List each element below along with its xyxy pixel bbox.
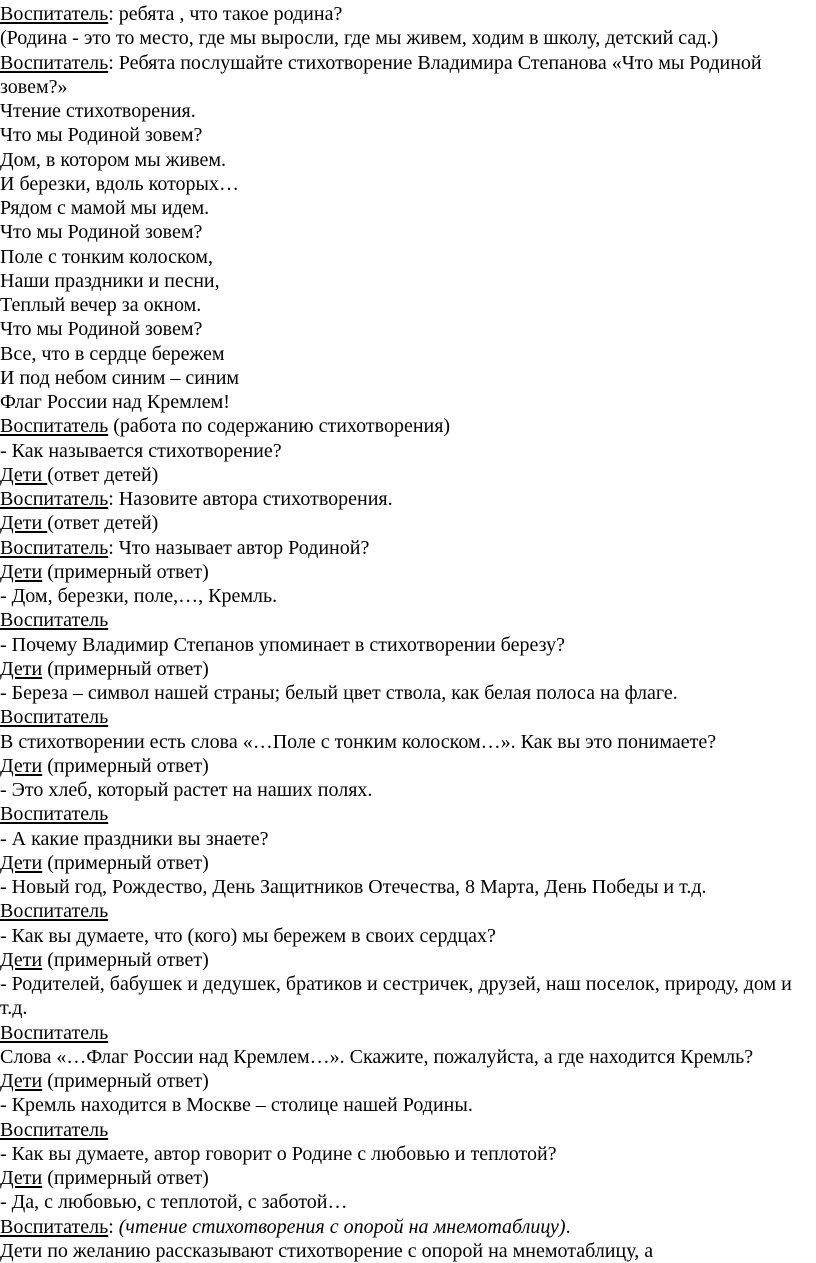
- speaker-label: Дети: [0, 463, 48, 486]
- text-line: [0, 972, 816, 1021]
- dialogue-line: [0, 657, 816, 681]
- line-text: : Что называет автор Родиной?: [108, 536, 370, 559]
- text-line: [0, 196, 816, 220]
- dialogue-line: [0, 802, 816, 826]
- dialogue-line: [0, 51, 816, 100]
- line-text: (примерный ответ): [42, 851, 209, 874]
- line-text: - Это хлеб, который растет на наших полях.: [0, 779, 373, 801]
- line-text: Дом, в котором мы живем.: [0, 148, 227, 171]
- text-line: [0, 220, 816, 244]
- line-text: (примерный ответ): [42, 1167, 209, 1189]
- line-text: : ребята , что такое родина?: [108, 3, 343, 25]
- text-line: [0, 293, 816, 317]
- text-line: [0, 681, 816, 705]
- text-line: [0, 26, 816, 50]
- dialogue-line: [0, 487, 816, 511]
- text-line: [0, 342, 816, 366]
- dialogue-line: [0, 1069, 816, 1093]
- text-line: [0, 778, 816, 802]
- text-line: [0, 1045, 816, 1069]
- dialogue-line: [0, 705, 816, 729]
- speaker-label: Воспитатель: [0, 609, 109, 632]
- text-line: [0, 1239, 816, 1263]
- dialogue-line: [0, 899, 816, 923]
- speaker-label: Воспитатель: [0, 488, 109, 510]
- line-text: - Кремль находится в Москве – столице нашей Родины.: [0, 1094, 473, 1117]
- speaker-label: Воспитатель: [0, 1021, 109, 1044]
- line-text: И березки, вдоль которых…: [0, 172, 239, 195]
- speaker-label: Воспитатель: [0, 1118, 109, 1141]
- line-text: Что мы Родиной зовем?: [0, 221, 203, 244]
- line-text: Поле с тонким колоском,: [0, 245, 213, 268]
- line-text: Все, что в сердце бережем: [0, 342, 225, 365]
- speaker-label: Воспитатель: [0, 536, 109, 559]
- speaker-label: Воспитатель: [0, 1215, 109, 1238]
- line-text: Теплый вечер за окном.: [0, 294, 202, 316]
- text-line: [0, 439, 816, 463]
- dialogue-line: [0, 463, 816, 487]
- speaker-label: Дети: [0, 1070, 43, 1092]
- line-text: - Дом, березки, поле,…, Кремль.: [0, 585, 278, 607]
- speaker-label: Дети: [0, 851, 43, 874]
- speaker-label: Воспитатель: [0, 900, 109, 923]
- dialogue-line: [0, 754, 816, 778]
- line-text: - Береза – символ нашей страны; белый цвет ствола, как белая полоса на флаге.: [0, 682, 678, 704]
- line-text: Флаг России над Кремлем!: [0, 391, 230, 413]
- speaker-label: Воспитатель: [0, 51, 109, 74]
- line-text: - Новый год, Рождество, День Защитников Отечества, 8 Марта, День Победы и т.д.: [0, 876, 707, 898]
- line-text: (ответ детей): [47, 512, 159, 535]
- line-text: - Как называется стихотворение?: [0, 439, 282, 462]
- line-text: - Как вы думаете, что (кого) мы бережем в своих сердцах?: [0, 924, 496, 947]
- line-text: Дети по желанию рассказывают стихотворение с опорой на мнемотаблицу, а: [0, 1239, 654, 1262]
- text-line: [0, 875, 816, 899]
- line-text: :: [108, 1215, 119, 1238]
- line-text: (ответ детей): [47, 463, 159, 486]
- dialogue-line: [0, 1021, 816, 1045]
- text-line: [0, 1093, 816, 1117]
- line-text: Слова «…Флаг России над Кремлем…». Скажите, пожалуйста, а где находится Кремль?: [0, 1045, 754, 1068]
- text-line: [0, 317, 816, 341]
- line-text: Рядом с мамой мы идем.: [0, 197, 210, 219]
- dialogue-line: [0, 511, 816, 535]
- line-text: (примерный ответ): [42, 657, 209, 680]
- dialogue-line: [0, 1215, 816, 1239]
- text-line: [0, 584, 816, 608]
- text-line: [0, 99, 816, 123]
- text-line: [0, 172, 816, 196]
- line-text: Что мы Родиной зовем?: [0, 318, 203, 341]
- dialogue-line: [0, 414, 816, 438]
- text-line: [0, 366, 816, 390]
- line-text: И под небом синим – синим: [0, 366, 240, 389]
- line-text: - Да, с любовью, с теплотой, с заботой…: [0, 1191, 348, 1214]
- line-text: Что мы Родиной зовем?: [0, 124, 203, 147]
- text-line: [0, 1190, 816, 1214]
- line-text: - Как вы думаете, автор говорит о Родине с любовью и теплотой?: [0, 1142, 557, 1165]
- line-text: : Назовите автора стихотворения.: [108, 488, 393, 510]
- dialogue-line: [0, 560, 816, 584]
- line-text: (примерный ответ): [42, 560, 209, 583]
- speaker-label: Дети: [0, 512, 48, 535]
- dialogue-line: [0, 1118, 816, 1142]
- speaker-label: Воспитатель: [0, 3, 109, 25]
- speaker-label: Дети: [0, 754, 43, 777]
- line-text: (работа по содержанию стихотворения): [108, 415, 451, 438]
- line-text: - А какие праздники вы знаете?: [0, 827, 269, 850]
- line-text: - Почему Владимир Степанов упоминает в стихотворении березу?: [0, 633, 565, 656]
- dialogue-line: [0, 1166, 816, 1190]
- text-line: [0, 123, 816, 147]
- text-line: [0, 148, 816, 172]
- line-text: (примерный ответ): [42, 754, 209, 777]
- text-line: [0, 390, 816, 414]
- line-text: - Родителей, бабушек и дедушек, братиков и сестричек, друзей, наш поселок, природу, дом и т.д.: [0, 973, 792, 1020]
- line-text: Наши праздники и песни,: [0, 269, 220, 292]
- dialogue-line: [0, 536, 816, 560]
- speaker-label: Воспитатель: [0, 706, 109, 729]
- line-text: (примерный ответ): [42, 1070, 209, 1092]
- line-text: (Родина - это то место, где мы выросли, где мы живем, ходим в школу, детский сад.): [0, 27, 719, 50]
- line-tail: .: [565, 1215, 571, 1238]
- line-text: : Ребята послушайте стихотворение Владимира Степанова «Что мы Родиной зовем?»: [0, 51, 762, 98]
- text-line: [0, 924, 816, 948]
- speaker-label: Дети: [0, 1167, 43, 1189]
- text-line: [0, 633, 816, 657]
- text-line: [0, 269, 816, 293]
- text-line: [0, 1142, 816, 1166]
- speaker-label: Дети: [0, 657, 43, 680]
- speaker-label: Воспитатель: [0, 415, 109, 438]
- text-line: [0, 730, 816, 754]
- italic-note: (чтение стихотворения с опорой на мнемотаблицу): [118, 1215, 566, 1238]
- dialogue-line: [0, 851, 816, 875]
- dialogue-line: [0, 608, 816, 632]
- speaker-label: Дети: [0, 948, 43, 971]
- text-line: [0, 827, 816, 851]
- speaker-label: Дети: [0, 560, 43, 583]
- text-line: [0, 245, 816, 269]
- dialogue-line: [0, 948, 816, 972]
- line-text: Чтение стихотворения.: [0, 100, 196, 122]
- dialogue-line: [0, 2, 816, 26]
- speaker-label: Воспитатель: [0, 803, 109, 826]
- line-text: (примерный ответ): [42, 948, 209, 971]
- line-text: В стихотворении есть слова «…Поле с тонким колоском…». Как вы это понимаете?: [0, 730, 717, 753]
